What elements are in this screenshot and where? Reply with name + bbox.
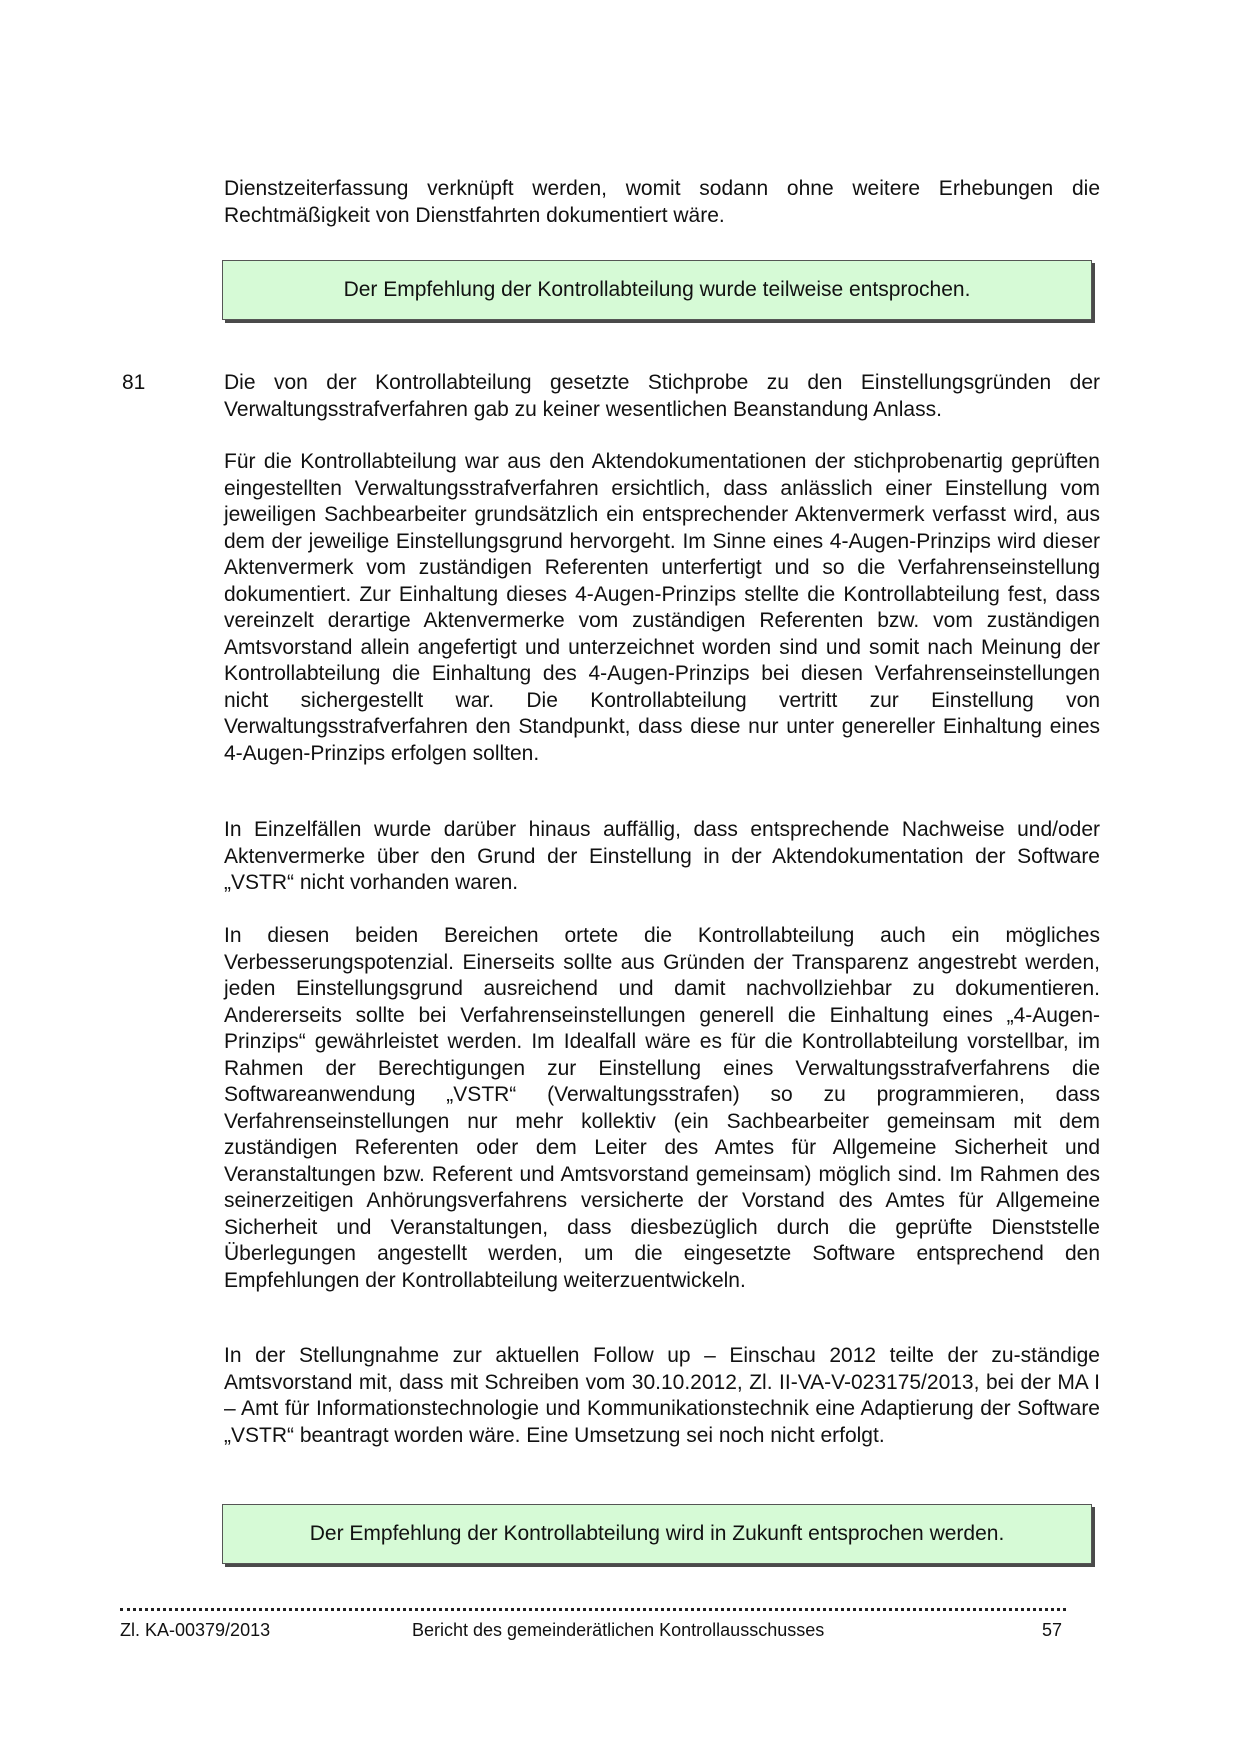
paragraph-3: In Einzelfällen wurde darüber hinaus auffällig, dass entsprechende Nachweise und/oder Aktenvermerke über den Grund der Einstellung in der Aktendokumentation der Software „VSTR“ nicht vorhanden waren. — [224, 818, 1100, 894]
recommendation-box-partial — [222, 260, 1092, 320]
recommendation-box-partial-text: Der Empfehlung der Kontrollabteilung wurde teilweise entsprochen. — [343, 278, 971, 301]
recommendation-box-future-text: Der Empfehlung der Kontrollabteilung wird in Zukunft entsprochen werden. — [309, 1522, 1005, 1545]
paragraph-5: In der Stellungnahme zur aktuellen Follow up – Einschau 2012 teilte der zu-ständige Amtsvorstand mit, dass mit Schreiben vom 30.10.2012, Zl. II-VA-V-023175/2013, bei der MA I – Amt für Informationstechnologie und Kommunikationstechnik eine Adaptierung der Software „VSTR“ beantragt worden wäre. Eine Umsetzung sei noch nicht erfolgt. — [224, 1344, 1100, 1447]
footer-page-number: 57 — [1042, 1620, 1063, 1640]
paragraph-4: In diesen beiden Bereichen ortete die Kontrollabteilung auch ein mögliches Verbesserungspotenzial. Einerseits sollte aus Gründen der Transparenz angestrebt werden, jeden Einstellungsgrund ausreichend und damit nachvollziehbar zu dokumentieren. Andererseits sollte bei Verfahrenseinstellungen generell die Einhaltung eines „4-Augen-Prinzips“ gewährleistet werden. Im Idealfall wäre es für die Kontrollabteilung vorstellbar, im Rahmen der Berechtigungen zur Einstellung eines Verwaltungsstrafverfahrens die Softwareanwendung „VSTR“ (Verwaltungsstrafen) so zu programmieren, dass Verfahrenseinstellungen nur mehr kollektiv (ein Sachbearbeiter gemeinsam mit dem zuständigen Referenten oder dem Leiter des Amtes für Allgemeine Sicherheit und Veranstaltungen bzw. Referent und Amtsvorstand gemeinsam) möglich sind. Im Rahmen des seinerzeitigen Anhörungsverfahrens versicherte der Vorstand des Amtes für Allgemeine Sicherheit und Veranstaltungen, dass diesbezüglich durch die geprüfte Dienststelle Überlegungen angestellt werden, um die eingesetzte Software entsprechend den Empfehlungen der Kontrollabteilung weiterzuentwickeln. — [224, 924, 1100, 1292]
footer-reference: Zl. KA-00379/2013 — [120, 1620, 271, 1640]
recommendation-box-future — [222, 1504, 1092, 1564]
paragraph-1: Die von der Kontrollabteilung gesetzte Stichprobe zu den Einstellungsgründen der Verwaltungsstrafverfahren gab zu keiner wesentlichen Beanstandung Anlass. — [224, 371, 1100, 421]
paragraph-2: Für die Kontrollabteilung war aus den Aktendokumentationen der stichprobenartig geprüften eingestellten Verwaltungsstrafverfahren ersichtlich, dass anlässlich einer Einstellung vom jeweiligen Sachbearbeiter grundsätzlich ein entsprechender Aktenvermerk verfasst wird, aus dem der jeweilige Einstellungsgrund hervorgeht. Im Sinne eines 4-Augen-Prinzips wird dieser Aktenvermerk vom zuständigen Referenten unterfertigt und so die Verfahrenseinstellung dokumentiert. Zur Einhaltung dieses 4-Augen-Prinzips stellte die Kontrollabteilung fest, dass vereinzelt derartige Aktenvermerke vom zuständigen Referenten bzw. vom zuständigen Amtsvorstand allein angefertigt und unterzeichnet worden sind und somit nach Meinung der Kontrollabteilung die Einhaltung des 4-Augen-Prinzips bei diesen Verfahrenseinstellungen nicht sichergestellt war. Die Kontrollabteilung vertritt zur Einstellung von Verwaltungsstrafverfahren den Standpunkt, dass diese nur unter genereller Einhaltung eines 4-Augen-Prinzips erfolgen sollten. — [224, 450, 1100, 765]
section-number: 81 — [122, 371, 146, 394]
intro-paragraph: Dienstzeiterfassung verknüpft werden, womit sodann ohne weitere Erhebungen die Rechtmäßigkeit von Dienstfahrten dokumentiert wäre. — [224, 177, 1100, 227]
footer-divider — [120, 1596, 1066, 1611]
footer-title: Bericht des gemeinderätlichen Kontrollausschusses — [412, 1620, 825, 1640]
